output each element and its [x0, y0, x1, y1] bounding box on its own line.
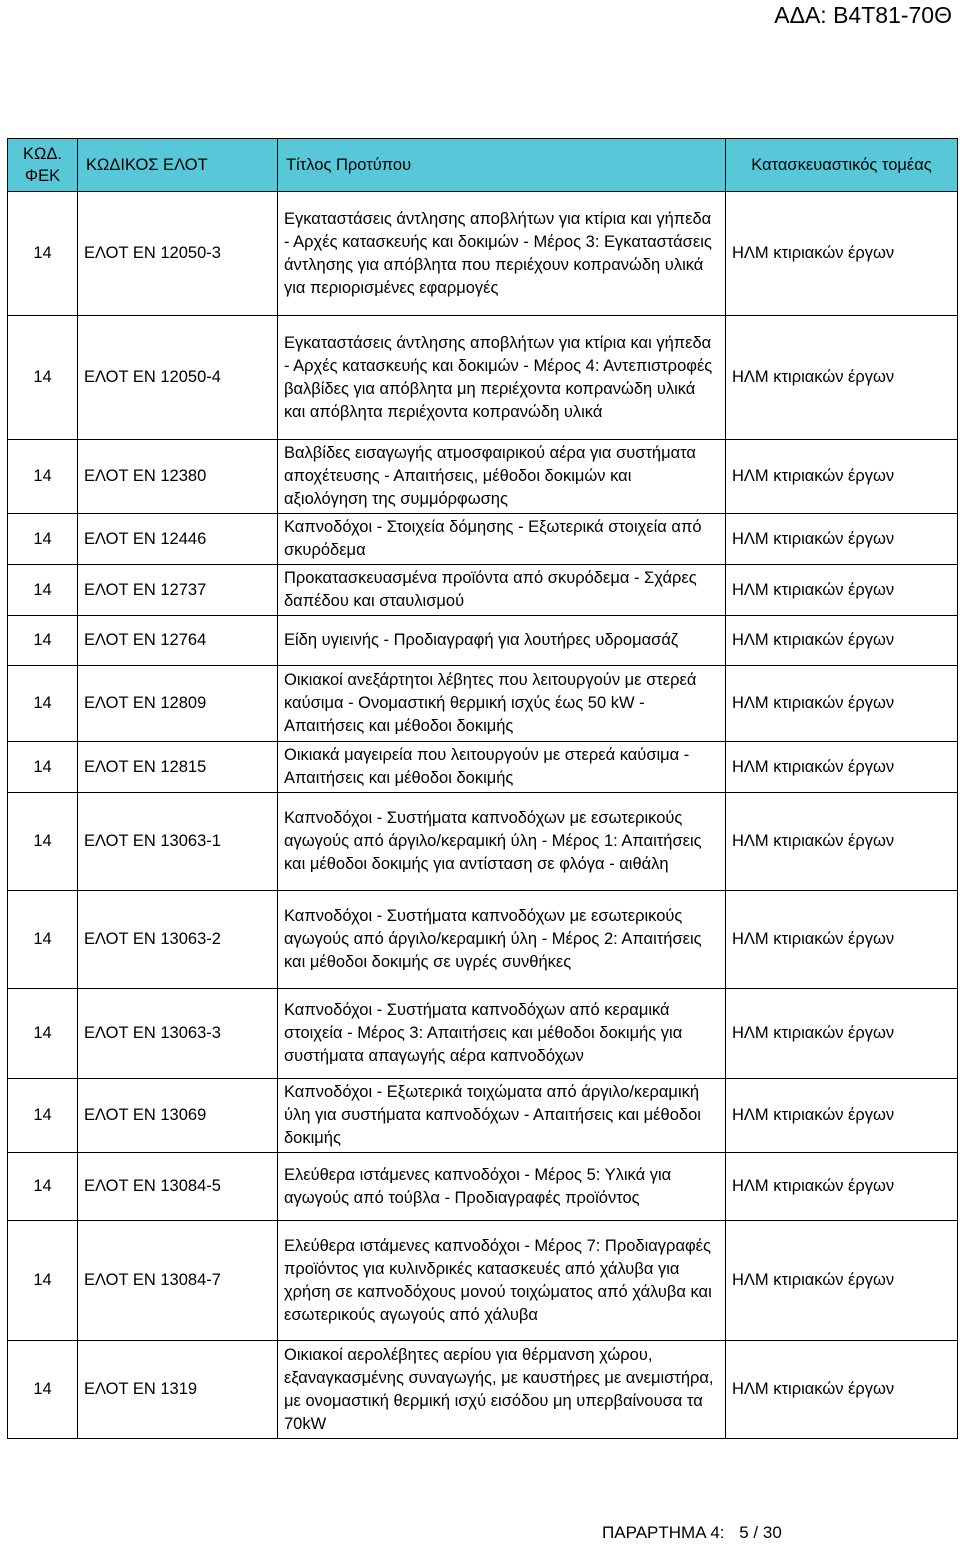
table-row	[8, 565, 958, 616]
fek-cell: 14	[8, 192, 78, 316]
code-cell: ΕΛΟΤ EN 13063-1	[78, 793, 278, 891]
header-row	[8, 139, 958, 192]
fek-cell: 14	[8, 316, 78, 440]
title-cell: Ελεύθερα ιστάμενες καπνοδόχοι - Μέρος 5: Υλικά για αγωγούς από τούβλα - Προδιαγραφές προϊόντος	[278, 1153, 726, 1221]
code-cell: ΕΛΟΤ EN 12446	[78, 514, 278, 565]
fek-cell: 14	[8, 891, 78, 989]
sector-cell: ΗΛΜ κτιριακών έργων	[726, 1341, 958, 1439]
sector-cell: ΗΛΜ κτιριακών έργων	[726, 1153, 958, 1221]
title-cell: Καπνοδόχοι - Συστήματα καπνοδόχων με εσωτερικούς αγωγούς από άργιλο/κεραμική ύλη - Μέρος 2: Απαιτήσεις και μέθοδοι δοκιμής σε υγρές συνθήκες	[278, 891, 726, 989]
sector-cell: ΗΛΜ κτιριακών έργων	[726, 440, 958, 514]
title-cell: Οικιακοί αερολέβητες αερίου για θέρμανση χώρου, εξαναγκασμένης συναγωγής, με καυστήρες με ανεμιστήρα, με ονομαστική θερμική ισχύ εισόδου μη υπερβαίνουσα τα 70kW	[278, 1341, 726, 1439]
page-number: 5 / 30	[739, 1523, 782, 1542]
title-cell: Οικιακά μαγειρεία που λειτουργούν με στερεά καύσιμα - Απαιτήσεις και μέθοδοι δοκιμής	[278, 742, 726, 793]
table-row	[8, 316, 958, 440]
fek-cell: 14	[8, 440, 78, 514]
annex-label: ΠΑΡΑΡΤΗΜΑ 4:	[602, 1523, 725, 1542]
sector-cell: ΗΛΜ κτιριακών έργων	[726, 1079, 958, 1153]
fek-cell: 14	[8, 793, 78, 891]
sector-cell: ΗΛΜ κτιριακών έργων	[726, 514, 958, 565]
fek-cell: 14	[8, 1153, 78, 1221]
header-fek: ΚΩΔ. ΦΕΚ	[8, 139, 78, 192]
sector-cell: ΗΛΜ κτιριακών έργων	[726, 793, 958, 891]
table-row	[8, 793, 958, 891]
code-cell: ΕΛΟΤ EN 13084-5	[78, 1153, 278, 1221]
page-footer	[602, 1523, 782, 1543]
ada-label: ΑΔΑ: Β4Τ81-70Θ	[774, 2, 952, 28]
code-cell: ΕΛΟΤ EN 12050-3	[78, 192, 278, 316]
sector-cell: ΗΛΜ κτιριακών έργων	[726, 316, 958, 440]
code-cell: ΕΛΟΤ EN 1319	[78, 1341, 278, 1439]
title-cell: Καπνοδόχοι - Συστήματα καπνοδόχων από κεραμικά στοιχεία - Μέρος 3: Απαιτήσεις και μέθοδοι δοκιμής για συστήματα απαγωγής αέρα καπνοδόχων	[278, 989, 726, 1079]
fek-cell: 14	[8, 989, 78, 1079]
code-cell: ΕΛΟΤ EN 12737	[78, 565, 278, 616]
sector-cell: ΗΛΜ κτιριακών έργων	[726, 565, 958, 616]
table-row	[8, 891, 958, 989]
fek-cell: 14	[8, 514, 78, 565]
header-sector: Κατασκευαστικός τομέας	[726, 139, 958, 192]
title-cell: Βαλβίδες εισαγωγής ατμοσφαιρικού αέρα για συστήματα αποχέτευσης - Απαιτήσεις, μέθοδοι δοκιμών και αξιολόγηση της συμμόρφωσης	[278, 440, 726, 514]
code-cell: ΕΛΟΤ EN 12380	[78, 440, 278, 514]
fek-cell: 14	[8, 1341, 78, 1439]
code-cell: ΕΛΟΤ EN 12764	[78, 616, 278, 666]
fek-cell: 14	[8, 666, 78, 742]
table-row	[8, 192, 958, 316]
standards-table	[7, 138, 958, 1439]
sector-cell: ΗΛΜ κτιριακών έργων	[726, 989, 958, 1079]
table-row	[8, 989, 958, 1079]
table-row	[8, 1153, 958, 1221]
fek-cell: 14	[8, 1079, 78, 1153]
code-cell: ΕΛΟΤ EN 13063-2	[78, 891, 278, 989]
title-cell: Προκατασκευασμένα προϊόντα από σκυρόδεμα - Σχάρες δαπέδου και σταυλισμού	[278, 565, 726, 616]
code-cell: ΕΛΟΤ EN 13069	[78, 1079, 278, 1153]
title-cell: Καπνοδόχοι - Στοιχεία δόμησης - Εξωτερικά στοιχεία από σκυρόδεμα	[278, 514, 726, 565]
title-cell: Εγκαταστάσεις άντλησης αποβλήτων για κτίρια και γήπεδα - Αρχές κατασκευής και δοκιμών - Μέρος 3: Εγκαταστάσεις άντλησης για απόβλητα που περιέχουν κοπρανώδη υλικά για περιορισμένες εφαρμογές	[278, 192, 726, 316]
table-row	[8, 1341, 958, 1439]
fek-cell: 14	[8, 742, 78, 793]
title-cell: Είδη υγιεινής - Προδιαγραφή για λουτήρες υδρομασάζ	[278, 616, 726, 666]
code-cell: ΕΛΟΤ EN 13084-7	[78, 1221, 278, 1341]
title-cell: Οικιακοί ανεξάρτητοι λέβητες που λειτουργούν με στερεά καύσιμα - Ονομαστική θερμική ισχύς έως 50 kW - Απαιτήσεις και μέθοδοι δοκιμής	[278, 666, 726, 742]
sector-cell: ΗΛΜ κτιριακών έργων	[726, 1221, 958, 1341]
table-row	[8, 1079, 958, 1153]
table-row	[8, 1221, 958, 1341]
sector-cell: ΗΛΜ κτιριακών έργων	[726, 891, 958, 989]
code-cell: ΕΛΟΤ EN 13063-3	[78, 989, 278, 1079]
title-cell: Καπνοδόχοι - Συστήματα καπνοδόχων με εσωτερικούς αγωγούς από άργιλο/κεραμική ύλη - Μέρος 1: Απαιτήσεις και μέθοδοι δοκιμής για αντίσταση σε φλόγα - αιθάλη	[278, 793, 726, 891]
fek-cell: 14	[8, 565, 78, 616]
code-cell: ΕΛΟΤ EN 12815	[78, 742, 278, 793]
code-cell: ΕΛΟΤ EN 12809	[78, 666, 278, 742]
sector-cell: ΗΛΜ κτιριακών έργων	[726, 192, 958, 316]
table-row	[8, 616, 958, 666]
sector-cell: ΗΛΜ κτιριακών έργων	[726, 666, 958, 742]
fek-cell: 14	[8, 616, 78, 666]
title-cell: Εγκαταστάσεις άντλησης αποβλήτων για κτίρια και γήπεδα - Αρχές κατασκευής και δοκιμών - Μέρος 4: Αντεπιστροφές βαλβίδες για απόβλητα μη περιέχοντα κοπρανώδη υλικά και απόβλητα περιέχοντα κοπρανώδη υλικά	[278, 316, 726, 440]
header-code: ΚΩΔΙΚΟΣ ΕΛΟΤ	[78, 139, 278, 192]
table-row	[8, 514, 958, 565]
header-title: Τίτλος Προτύπου	[278, 139, 726, 192]
table-row	[8, 666, 958, 742]
code-cell: ΕΛΟΤ EN 12050-4	[78, 316, 278, 440]
table-row	[8, 742, 958, 793]
fek-cell: 14	[8, 1221, 78, 1341]
sector-cell: ΗΛΜ κτιριακών έργων	[726, 742, 958, 793]
title-cell: Καπνοδόχοι - Εξωτερικά τοιχώματα από άργιλο/κεραμική ύλη για συστήματα καπνοδόχων - Απαιτήσεις και μέθοδοι δοκιμής	[278, 1079, 726, 1153]
sector-cell: ΗΛΜ κτιριακών έργων	[726, 616, 958, 666]
title-cell: Ελεύθερα ιστάμενες καπνοδόχοι - Μέρος 7: Προδιαγραφές προϊόντος για κυλινδρικές κατασκευές από χάλυβα για χρήση σε καπνοδόχους μονού τοιχώματος από χάλυβα και εσωτερικούς αγωγούς από χάλυβα	[278, 1221, 726, 1341]
table-row	[8, 440, 958, 514]
